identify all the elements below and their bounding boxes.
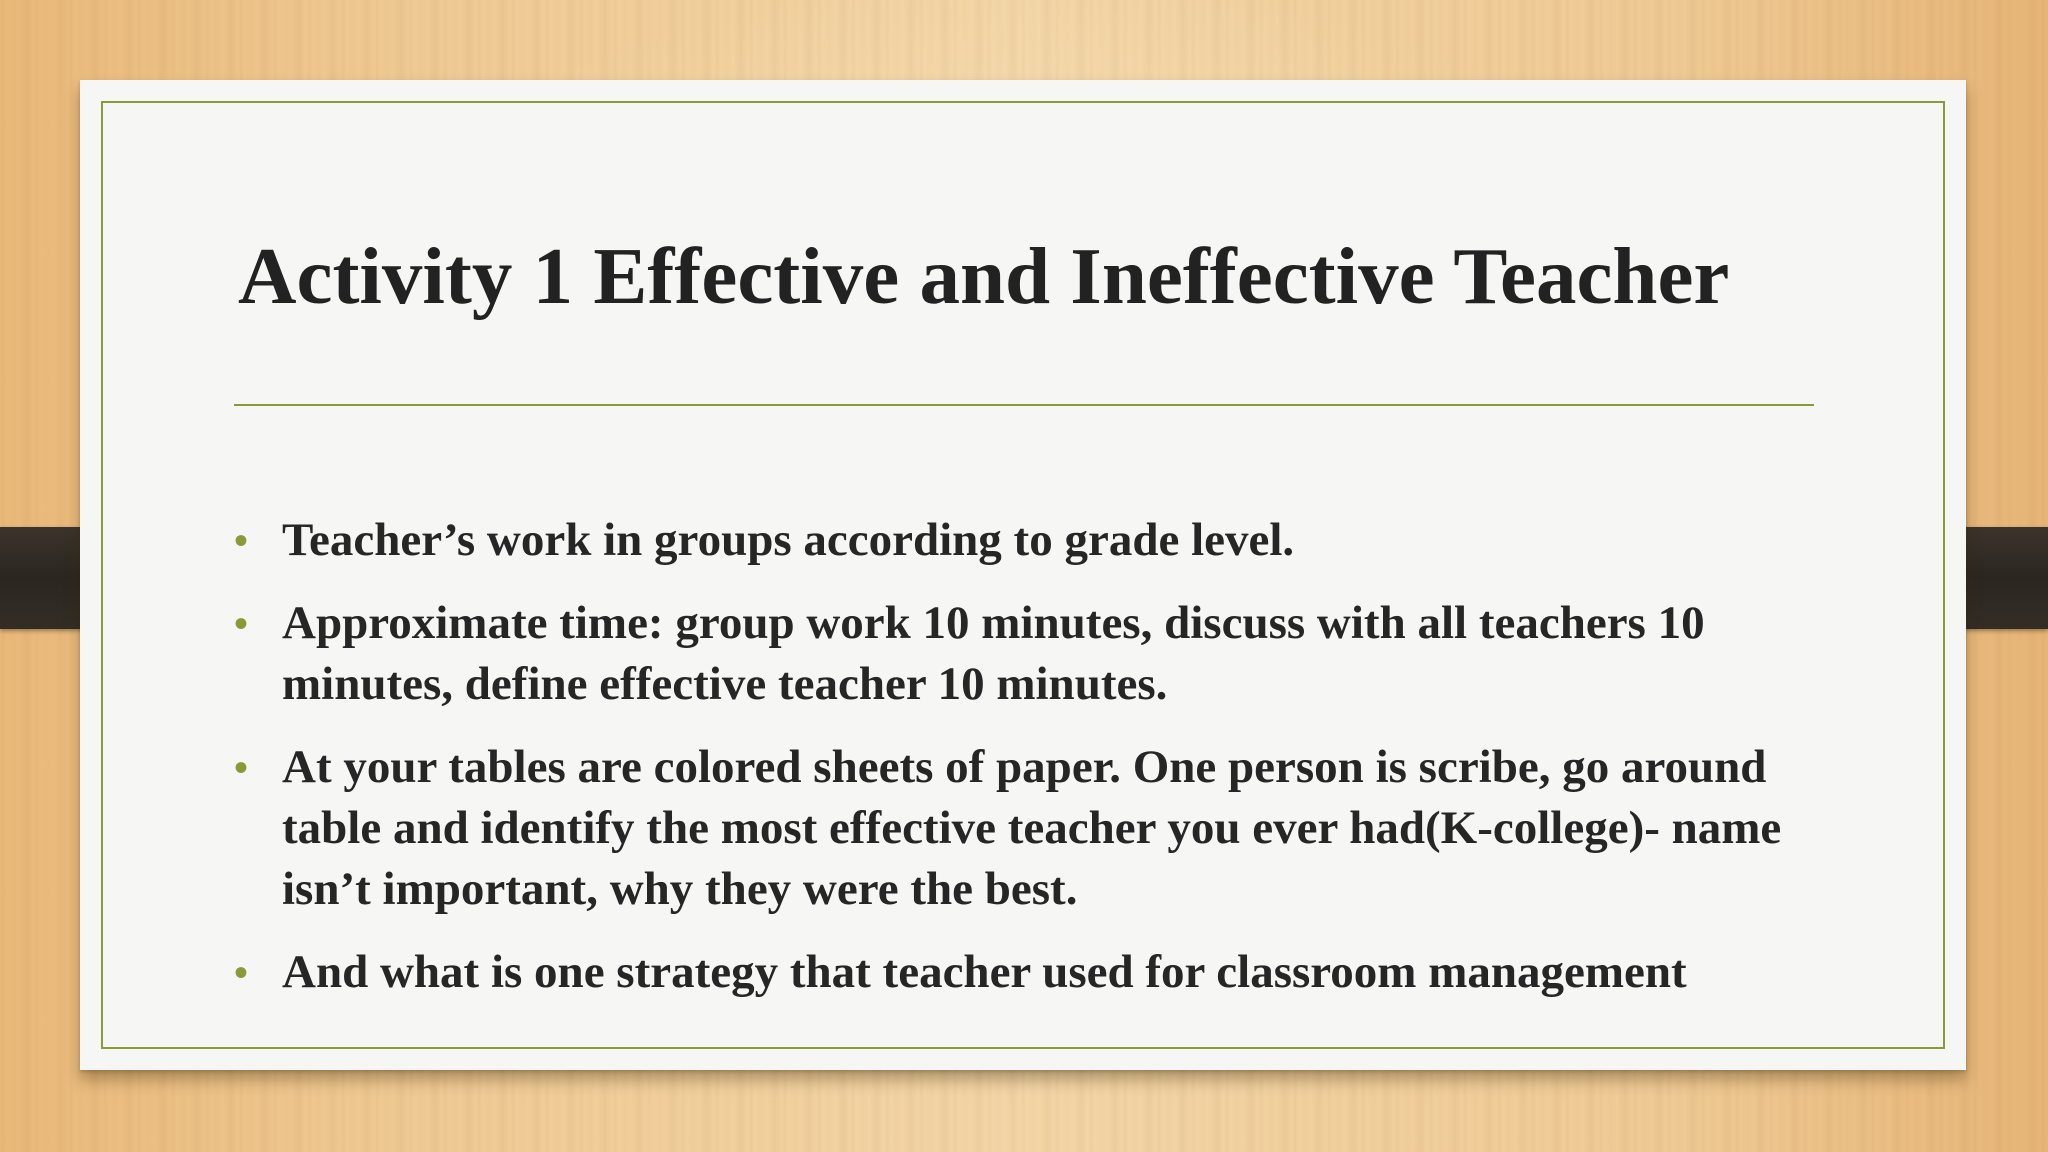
title-divider (234, 404, 1814, 406)
bullet-item-1 (234, 510, 1854, 571)
bullet-item-3 (234, 737, 1854, 920)
bullet-icon: • (234, 745, 249, 790)
bullet-icon: • (234, 950, 249, 995)
bullet-text: Teacher’s work in groups according to grade level. (282, 514, 1295, 566)
bullet-text: And what is one strategy that teacher used for classroom management (282, 946, 1687, 998)
bullet-text: Approximate time: group work 10 minutes, discuss with all teachers 10 minutes, define effective teacher 10 minutes. (282, 597, 1705, 710)
slide-title: Activity 1 Effective and Ineffective Teacher (238, 231, 1730, 321)
slide-card (80, 80, 1966, 1070)
bullet-item-4 (234, 942, 1854, 1003)
bullet-text: At your tables are colored sheets of paper. One person is scribe, go around table and identify the most effective teacher you ever had(K-college)- name isn’t important, why they were the best. (282, 741, 1782, 915)
bullet-item-2 (234, 593, 1854, 715)
bullet-icon: • (234, 601, 249, 646)
bullet-icon: • (234, 518, 249, 563)
bullet-list (234, 510, 1854, 1025)
